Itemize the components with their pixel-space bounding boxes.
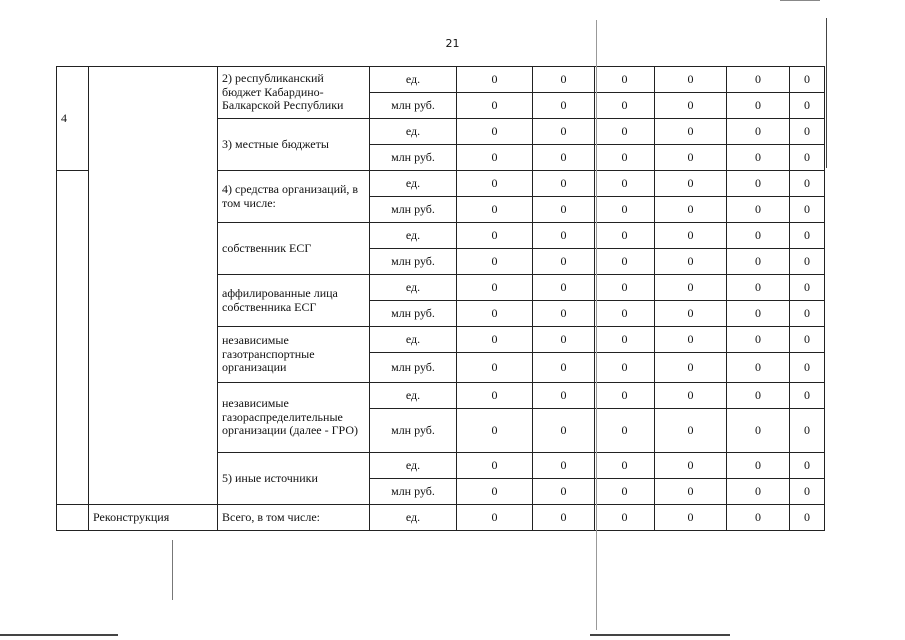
value-cell: 0: [457, 275, 533, 301]
unit-cell: млн руб.: [370, 353, 457, 383]
value-cell: 0: [790, 453, 825, 479]
value-cell: 0: [655, 505, 727, 531]
value-cell: 0: [727, 301, 790, 327]
value-cell: 0: [727, 505, 790, 531]
value-cell: 0: [533, 223, 595, 249]
value-cell: 0: [457, 197, 533, 223]
value-cell: 0: [790, 223, 825, 249]
value-cell: 0: [533, 93, 595, 119]
value-cell: 0: [655, 249, 727, 275]
row-number-cell: [57, 171, 89, 505]
value-cell: 0: [727, 93, 790, 119]
value-cell: 0: [457, 119, 533, 145]
value-cell: 0: [655, 479, 727, 505]
value-cell: 0: [595, 197, 655, 223]
unit-cell: ед.: [370, 223, 457, 249]
value-cell: 0: [457, 409, 533, 453]
unit-cell: млн руб.: [370, 145, 457, 171]
value-cell: 0: [655, 67, 727, 93]
page-number: 21: [445, 37, 460, 50]
value-cell: 0: [595, 119, 655, 145]
value-cell: 0: [790, 383, 825, 409]
table-body: [57, 67, 825, 531]
value-cell: 0: [790, 327, 825, 353]
value-cell: 0: [595, 301, 655, 327]
value-cell: 0: [533, 171, 595, 197]
value-cell: 0: [457, 327, 533, 353]
value-cell: 0: [727, 249, 790, 275]
unit-cell: млн руб.: [370, 197, 457, 223]
value-cell: 0: [727, 171, 790, 197]
value-cell: 0: [457, 479, 533, 505]
value-cell: 0: [655, 409, 727, 453]
value-cell: 0: [457, 223, 533, 249]
unit-cell: ед.: [370, 275, 457, 301]
scan-line: [172, 540, 173, 600]
value-cell: 0: [790, 479, 825, 505]
value-cell: 0: [533, 197, 595, 223]
value-cell: 0: [655, 453, 727, 479]
category-cell: [89, 67, 218, 505]
value-cell: 0: [595, 145, 655, 171]
source-label: 3) местные бюджеты: [218, 119, 370, 171]
value-cell: 0: [457, 453, 533, 479]
unit-cell: ед.: [370, 171, 457, 197]
value-cell: 0: [655, 301, 727, 327]
source-label: независимые газораспределительные организации (далее - ГРО): [218, 383, 370, 453]
source-label: независимые газотранспортные организации: [218, 327, 370, 383]
value-cell: 0: [457, 171, 533, 197]
value-cell: 0: [533, 67, 595, 93]
table-row: [57, 67, 825, 93]
unit-cell: млн руб.: [370, 409, 457, 453]
value-cell: 0: [655, 223, 727, 249]
value-cell: 0: [457, 93, 533, 119]
value-cell: 0: [595, 171, 655, 197]
unit-cell: млн руб.: [370, 479, 457, 505]
row-number-cell: 4: [57, 67, 89, 171]
value-cell: 0: [595, 93, 655, 119]
value-cell: 0: [727, 223, 790, 249]
value-cell: 0: [790, 197, 825, 223]
value-cell: 0: [595, 479, 655, 505]
value-cell: 0: [790, 67, 825, 93]
source-label: собственник ЕСГ: [218, 223, 370, 275]
value-cell: 0: [655, 353, 727, 383]
source-label: аффилированные лица собственника ЕСГ: [218, 275, 370, 327]
value-cell: 0: [457, 145, 533, 171]
value-cell: 0: [533, 275, 595, 301]
unit-cell: млн руб.: [370, 93, 457, 119]
scan-line: [0, 634, 118, 636]
value-cell: 0: [533, 249, 595, 275]
value-cell: 0: [790, 145, 825, 171]
value-cell: 0: [457, 67, 533, 93]
value-cell: 0: [790, 171, 825, 197]
source-label: 2) республиканский бюджет Кабардино-Балкарской Республики: [218, 67, 370, 119]
scan-line: [826, 18, 827, 168]
unit-cell: ед.: [370, 119, 457, 145]
value-cell: 0: [790, 93, 825, 119]
value-cell: 0: [727, 409, 790, 453]
value-cell: 0: [533, 353, 595, 383]
value-cell: 0: [790, 505, 825, 531]
value-cell: 0: [533, 327, 595, 353]
value-cell: 0: [533, 505, 595, 531]
value-cell: 0: [595, 275, 655, 301]
value-cell: 0: [595, 409, 655, 453]
source-label: Всего, в том числе:: [218, 505, 370, 531]
source-label: 4) средства организаций, в том числе:: [218, 171, 370, 223]
unit-cell: млн руб.: [370, 249, 457, 275]
unit-cell: ед.: [370, 505, 457, 531]
value-cell: 0: [595, 383, 655, 409]
value-cell: 0: [457, 505, 533, 531]
value-cell: 0: [655, 197, 727, 223]
value-cell: 0: [727, 383, 790, 409]
value-cell: 0: [727, 327, 790, 353]
value-cell: 0: [790, 249, 825, 275]
value-cell: 0: [655, 119, 727, 145]
row-number-cell: [57, 505, 89, 531]
unit-cell: ед.: [370, 67, 457, 93]
value-cell: 0: [790, 301, 825, 327]
scan-line: [590, 634, 730, 636]
category-cell: Реконструкция: [89, 505, 218, 531]
value-cell: 0: [790, 119, 825, 145]
value-cell: 0: [595, 353, 655, 383]
value-cell: 0: [457, 353, 533, 383]
value-cell: 0: [727, 119, 790, 145]
value-cell: 0: [533, 453, 595, 479]
value-cell: 0: [595, 223, 655, 249]
unit-cell: ед.: [370, 327, 457, 353]
value-cell: 0: [655, 327, 727, 353]
value-cell: 0: [727, 67, 790, 93]
value-cell: 0: [655, 93, 727, 119]
value-cell: 0: [457, 383, 533, 409]
value-cell: 0: [727, 479, 790, 505]
value-cell: 0: [655, 275, 727, 301]
unit-cell: ед.: [370, 383, 457, 409]
value-cell: 0: [457, 301, 533, 327]
value-cell: 0: [533, 145, 595, 171]
unit-cell: млн руб.: [370, 301, 457, 327]
value-cell: 0: [457, 249, 533, 275]
value-cell: 0: [595, 67, 655, 93]
value-cell: 0: [595, 505, 655, 531]
value-cell: 0: [533, 479, 595, 505]
value-cell: 0: [655, 383, 727, 409]
value-cell: 0: [727, 275, 790, 301]
value-cell: 0: [790, 275, 825, 301]
value-cell: 0: [595, 249, 655, 275]
value-cell: 0: [655, 145, 727, 171]
value-cell: 0: [727, 145, 790, 171]
unit-cell: ед.: [370, 453, 457, 479]
scan-line: [780, 0, 820, 1]
value-cell: 0: [727, 353, 790, 383]
value-cell: 0: [595, 327, 655, 353]
value-cell: 0: [790, 353, 825, 383]
value-cell: 0: [595, 453, 655, 479]
value-cell: 0: [655, 171, 727, 197]
value-cell: 0: [533, 301, 595, 327]
budget-table: [56, 66, 825, 531]
value-cell: 0: [790, 409, 825, 453]
scan-line: [596, 20, 597, 630]
value-cell: 0: [533, 383, 595, 409]
source-label: 5) иные источники: [218, 453, 370, 505]
table-row: [57, 505, 825, 531]
value-cell: 0: [533, 409, 595, 453]
value-cell: 0: [727, 453, 790, 479]
value-cell: 0: [533, 119, 595, 145]
value-cell: 0: [727, 197, 790, 223]
